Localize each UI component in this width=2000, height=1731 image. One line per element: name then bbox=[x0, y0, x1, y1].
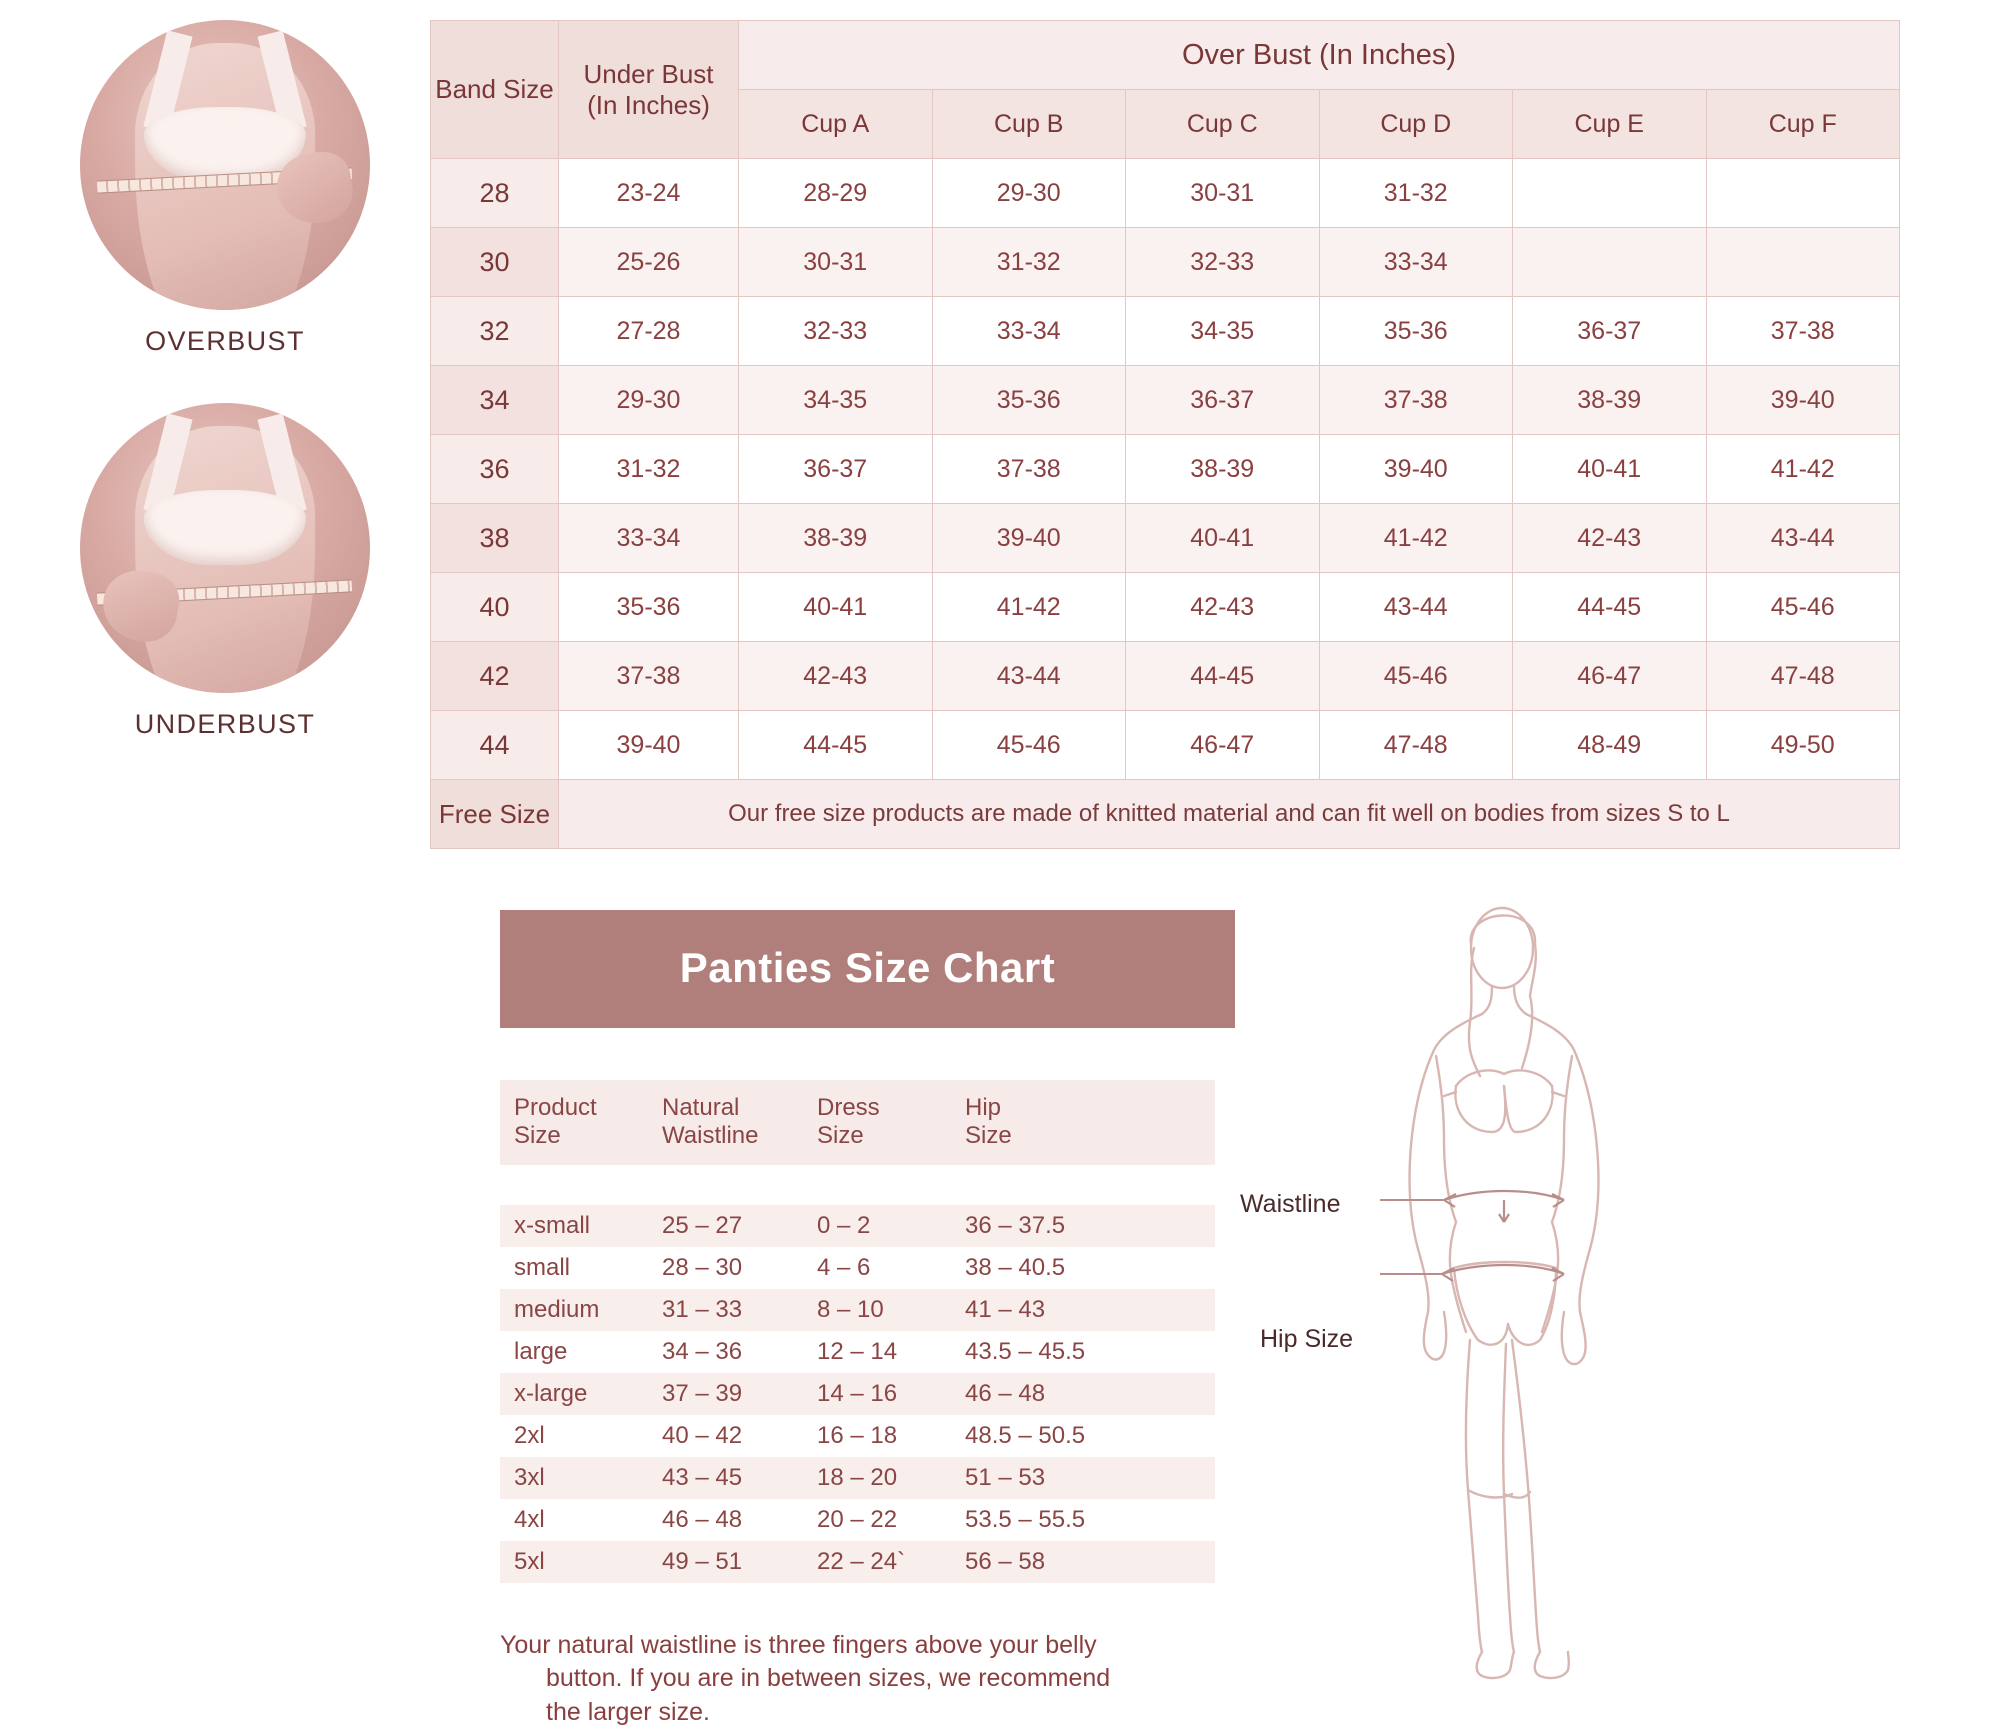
cell-cup-e: 42-43 bbox=[1513, 504, 1707, 573]
cell-cup-e: 46-47 bbox=[1513, 642, 1707, 711]
cell-cup-d: 33-34 bbox=[1319, 228, 1513, 297]
header-product-size bbox=[500, 1080, 648, 1165]
table-row bbox=[431, 297, 1900, 366]
cell-product-size: x-large bbox=[500, 1373, 648, 1415]
panties-chart-title: Panties Size Chart bbox=[500, 910, 1235, 1028]
table-header-row-1 bbox=[431, 21, 1900, 90]
cell-waistline: 37 – 39 bbox=[648, 1373, 803, 1415]
cell-dress-size: 16 – 18 bbox=[803, 1415, 951, 1457]
underbust-illustration bbox=[60, 403, 390, 740]
cell-cup-e bbox=[1513, 228, 1707, 297]
underbust-photo-icon bbox=[80, 403, 370, 693]
cell-band-size: 40 bbox=[431, 573, 559, 642]
cell-waistline: 31 – 33 bbox=[648, 1289, 803, 1331]
cell-hip-size: 51 – 53 bbox=[951, 1457, 1215, 1499]
header-cup-b: Cup B bbox=[932, 90, 1126, 159]
panties-size-chart bbox=[500, 910, 1240, 1729]
cell-cup-f: 45-46 bbox=[1706, 573, 1900, 642]
table-row bbox=[431, 159, 1900, 228]
cell-hip-size: 41 – 43 bbox=[951, 1289, 1215, 1331]
cell-dress-size: 4 – 6 bbox=[803, 1247, 951, 1289]
cell-under-bust: 29-30 bbox=[559, 366, 739, 435]
table-row bbox=[431, 435, 1900, 504]
cell-cup-a: 44-45 bbox=[739, 711, 933, 780]
cell-cup-e bbox=[1513, 159, 1707, 228]
cell-cup-c: 38-39 bbox=[1126, 435, 1320, 504]
bra-size-table bbox=[430, 20, 1900, 849]
cell-dress-size: 22 – 24` bbox=[803, 1541, 951, 1583]
cell-hip-size: 38 – 40.5 bbox=[951, 1247, 1215, 1289]
header-dress-line1: Dress bbox=[817, 1094, 880, 1121]
hip-size-label: Hip Size bbox=[1260, 1325, 1354, 1353]
cell-cup-b: 39-40 bbox=[932, 504, 1126, 573]
cell-cup-b: 33-34 bbox=[932, 297, 1126, 366]
measurement-illustrations bbox=[60, 20, 390, 740]
body-figure bbox=[1230, 900, 1870, 1690]
cell-product-size: 5xl bbox=[500, 1541, 648, 1583]
cell-band-size: 42 bbox=[431, 642, 559, 711]
overbust-illustration bbox=[60, 20, 390, 357]
cell-cup-c: 46-47 bbox=[1126, 711, 1320, 780]
cell-cup-d: 47-48 bbox=[1319, 711, 1513, 780]
panties-header-row bbox=[500, 1080, 1215, 1165]
cell-band-size: 32 bbox=[431, 297, 559, 366]
table-row bbox=[500, 1457, 1215, 1499]
cell-dress-size: 18 – 20 bbox=[803, 1457, 951, 1499]
cell-cup-d: 43-44 bbox=[1319, 573, 1513, 642]
table-row bbox=[500, 1331, 1215, 1373]
cell-under-bust: 25-26 bbox=[559, 228, 739, 297]
cell-cup-b: 35-36 bbox=[932, 366, 1126, 435]
cell-cup-a: 28-29 bbox=[739, 159, 933, 228]
bra-size-chart bbox=[430, 20, 1900, 849]
header-dress-line2: Size bbox=[817, 1121, 864, 1149]
cell-cup-a: 36-37 bbox=[739, 435, 933, 504]
cell-cup-a: 32-33 bbox=[739, 297, 933, 366]
table-row bbox=[431, 573, 1900, 642]
underbust-caption: UNDERBUST bbox=[134, 709, 316, 739]
cell-waistline: 28 – 30 bbox=[648, 1247, 803, 1289]
panties-note-line3: the larger size. bbox=[546, 1697, 710, 1726]
header-hip-size bbox=[951, 1080, 1215, 1165]
table-row bbox=[431, 642, 1900, 711]
waistline-label: Waistline bbox=[1240, 1190, 1341, 1218]
cell-waistline: 43 – 45 bbox=[648, 1457, 803, 1499]
overbust-caption: OVERBUST bbox=[145, 326, 305, 356]
cell-cup-a: 40-41 bbox=[739, 573, 933, 642]
table-row bbox=[500, 1205, 1215, 1247]
header-hip-line1: Hip bbox=[965, 1094, 1002, 1121]
panties-size-table bbox=[500, 1080, 1215, 1583]
cell-product-size: 3xl bbox=[500, 1457, 648, 1499]
cell-cup-f bbox=[1706, 228, 1900, 297]
cell-cup-a: 42-43 bbox=[739, 642, 933, 711]
cell-cup-c: 44-45 bbox=[1126, 642, 1320, 711]
header-cup-e: Cup E bbox=[1513, 90, 1707, 159]
cell-cup-d: 45-46 bbox=[1319, 642, 1513, 711]
cell-cup-f: 49-50 bbox=[1706, 711, 1900, 780]
cell-product-size: medium bbox=[500, 1289, 648, 1331]
cell-cup-c: 30-31 bbox=[1126, 159, 1320, 228]
cell-under-bust: 39-40 bbox=[559, 711, 739, 780]
cell-cup-e: 40-41 bbox=[1513, 435, 1707, 504]
cell-cup-d: 37-38 bbox=[1319, 366, 1513, 435]
cell-cup-d: 39-40 bbox=[1319, 435, 1513, 504]
table-row bbox=[431, 504, 1900, 573]
cell-cup-f: 37-38 bbox=[1706, 297, 1900, 366]
cell-product-size: 4xl bbox=[500, 1499, 648, 1541]
cell-band-size: 30 bbox=[431, 228, 559, 297]
header-cup-d: Cup D bbox=[1319, 90, 1513, 159]
cell-cup-a: 30-31 bbox=[739, 228, 933, 297]
table-row bbox=[431, 366, 1900, 435]
header-waist-line2: Waistline bbox=[662, 1121, 759, 1149]
cell-cup-d: 35-36 bbox=[1319, 297, 1513, 366]
cell-product-size: large bbox=[500, 1331, 648, 1373]
cell-waistline: 34 – 36 bbox=[648, 1331, 803, 1373]
cell-hip-size: 36 – 37.5 bbox=[951, 1205, 1215, 1247]
cell-cup-c: 36-37 bbox=[1126, 366, 1320, 435]
cell-waistline: 25 – 27 bbox=[648, 1205, 803, 1247]
header-waist-line1: Natural bbox=[662, 1094, 740, 1121]
cell-cup-f bbox=[1706, 159, 1900, 228]
panties-note-line1: Your natural waistline is three fingers above your belly bbox=[500, 1631, 1097, 1660]
header-product-size-line2: Size bbox=[514, 1121, 561, 1149]
cell-band-size: 44 bbox=[431, 711, 559, 780]
cell-band-size: 34 bbox=[431, 366, 559, 435]
table-spacer bbox=[500, 1165, 1215, 1205]
cell-dress-size: 20 – 22 bbox=[803, 1499, 951, 1541]
cell-cup-f: 47-48 bbox=[1706, 642, 1900, 711]
overbust-photo-icon bbox=[80, 20, 370, 310]
cell-under-bust: 31-32 bbox=[559, 435, 739, 504]
cell-waistline: 40 – 42 bbox=[648, 1415, 803, 1457]
cell-cup-b: 41-42 bbox=[932, 573, 1126, 642]
cell-product-size: x-small bbox=[500, 1205, 648, 1247]
cell-cup-b: 31-32 bbox=[932, 228, 1126, 297]
cell-hip-size: 43.5 – 45.5 bbox=[951, 1331, 1215, 1373]
table-row bbox=[500, 1415, 1215, 1457]
cell-product-size: 2xl bbox=[500, 1415, 648, 1457]
cell-cup-f: 39-40 bbox=[1706, 366, 1900, 435]
cell-cup-e: 36-37 bbox=[1513, 297, 1707, 366]
cell-cup-d: 41-42 bbox=[1319, 504, 1513, 573]
free-size-text: Our free size products are made of knitted material and can fit well on bodies from sizes S to L bbox=[559, 780, 1900, 849]
header-under-bust bbox=[559, 21, 739, 159]
cell-band-size: 36 bbox=[431, 435, 559, 504]
header-band-size: Band Size bbox=[431, 21, 559, 159]
cell-under-bust: 33-34 bbox=[559, 504, 739, 573]
cell-dress-size: 12 – 14 bbox=[803, 1331, 951, 1373]
header-hip-line2: Size bbox=[965, 1121, 1012, 1149]
cell-waistline: 49 – 51 bbox=[648, 1541, 803, 1583]
free-size-label: Free Size bbox=[431, 780, 559, 849]
table-row bbox=[500, 1541, 1215, 1583]
cell-band-size: 28 bbox=[431, 159, 559, 228]
cell-waistline: 46 – 48 bbox=[648, 1499, 803, 1541]
cell-product-size: small bbox=[500, 1247, 648, 1289]
cell-cup-a: 38-39 bbox=[739, 504, 933, 573]
cell-cup-d: 31-32 bbox=[1319, 159, 1513, 228]
cell-under-bust: 35-36 bbox=[559, 573, 739, 642]
header-under-bust-line1: Under Bust bbox=[583, 58, 714, 89]
cell-cup-c: 40-41 bbox=[1126, 504, 1320, 573]
cell-dress-size: 14 – 16 bbox=[803, 1373, 951, 1415]
table-row bbox=[500, 1499, 1215, 1541]
table-row bbox=[500, 1247, 1215, 1289]
cell-hip-size: 53.5 – 55.5 bbox=[951, 1499, 1215, 1541]
free-size-row bbox=[431, 780, 1900, 849]
cell-hip-size: 46 – 48 bbox=[951, 1373, 1215, 1415]
cell-hip-size: 56 – 58 bbox=[951, 1541, 1215, 1583]
cell-cup-c: 32-33 bbox=[1126, 228, 1320, 297]
table-row bbox=[431, 228, 1900, 297]
cell-cup-b: 37-38 bbox=[932, 435, 1126, 504]
header-product-size-line1: Product bbox=[514, 1094, 597, 1121]
cell-hip-size: 48.5 – 50.5 bbox=[951, 1415, 1215, 1457]
female-body-outline-icon bbox=[1230, 900, 1870, 1690]
cell-cup-e: 48-49 bbox=[1513, 711, 1707, 780]
panties-note bbox=[500, 1629, 1180, 1729]
cell-band-size: 38 bbox=[431, 504, 559, 573]
illustration-spacer bbox=[60, 357, 390, 403]
cell-cup-f: 41-42 bbox=[1706, 435, 1900, 504]
table-row bbox=[500, 1289, 1215, 1331]
cell-dress-size: 0 – 2 bbox=[803, 1205, 951, 1247]
header-dress-size bbox=[803, 1080, 951, 1165]
header-natural-waistline bbox=[648, 1080, 803, 1165]
cell-under-bust: 23-24 bbox=[559, 159, 739, 228]
cell-under-bust: 37-38 bbox=[559, 642, 739, 711]
waistline-arrow-icon bbox=[1444, 1191, 1564, 1222]
header-cup-a: Cup A bbox=[739, 90, 933, 159]
cell-cup-c: 34-35 bbox=[1126, 297, 1320, 366]
cell-cup-b: 45-46 bbox=[932, 711, 1126, 780]
header-cup-f: Cup F bbox=[1706, 90, 1900, 159]
cell-dress-size: 8 – 10 bbox=[803, 1289, 951, 1331]
cell-cup-e: 38-39 bbox=[1513, 366, 1707, 435]
header-cup-c: Cup C bbox=[1126, 90, 1320, 159]
cell-cup-b: 43-44 bbox=[932, 642, 1126, 711]
cell-cup-b: 29-30 bbox=[932, 159, 1126, 228]
table-row bbox=[431, 711, 1900, 780]
header-over-bust: Over Bust (In Inches) bbox=[739, 21, 1900, 90]
header-under-bust-line2: (In Inches) bbox=[587, 89, 710, 120]
panties-note-line2: button. If you are in between sizes, we recommend bbox=[546, 1664, 1111, 1693]
cell-cup-f: 43-44 bbox=[1706, 504, 1900, 573]
table-row bbox=[500, 1373, 1215, 1415]
cell-cup-e: 44-45 bbox=[1513, 573, 1707, 642]
cell-cup-a: 34-35 bbox=[739, 366, 933, 435]
cell-cup-c: 42-43 bbox=[1126, 573, 1320, 642]
cell-under-bust: 27-28 bbox=[559, 297, 739, 366]
